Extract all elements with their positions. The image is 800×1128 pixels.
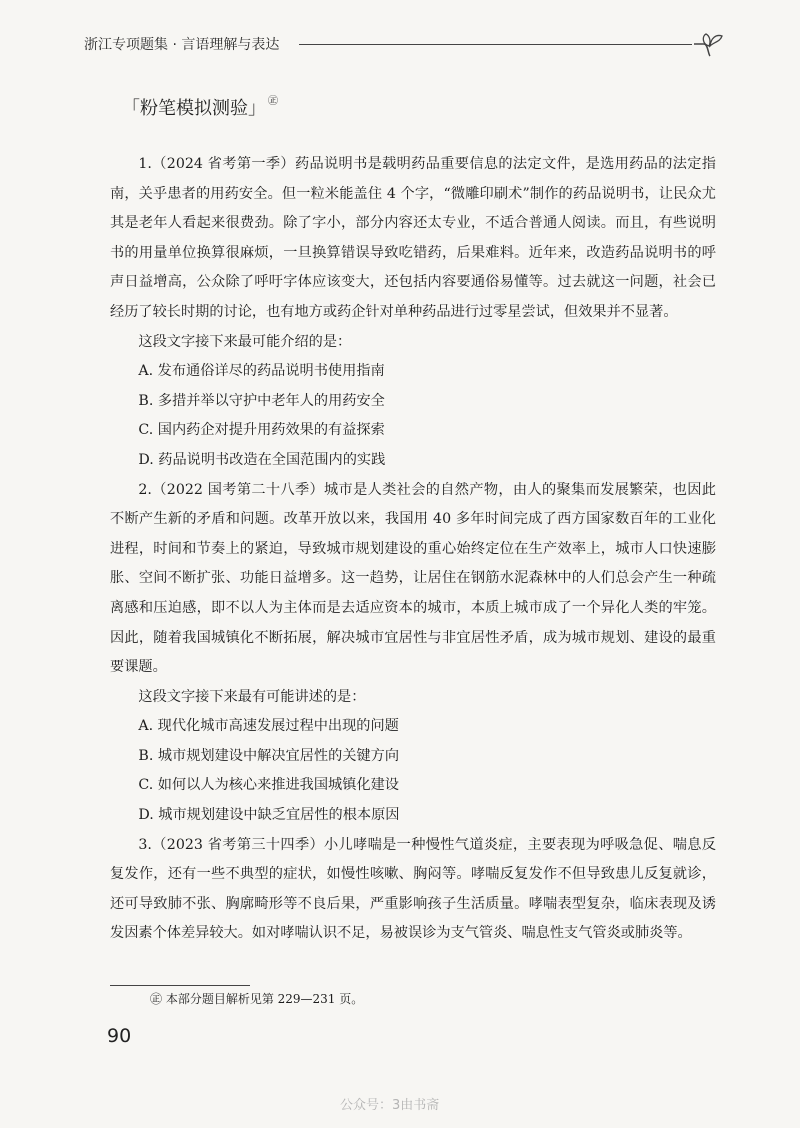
- footnote: ㊣ 本部分题目解析见第 229—231 页。: [150, 992, 364, 1006]
- question-1-stem: 1.（2024 省考第一季）药品说明书是载明药品重要信息的法定文件，是选用药品的法定指南，关乎患者的用药安全。但一粒米能盖住 4 个字，“微雕印刷术”制作的药品说明书，让民众尤其是老年人看起来很费劲。除了字小，部分内容还太专业，不适合普通人阅读。而且，有些说明书的用量单位换算很麻烦，一旦换算错误导致吃错药，后果难料。近年来，改造药品说明书的呼声日益增高，公众除了呼吁字体应该变大，还包括内容要通俗易懂等。过去就这一问题，社会已经历了较长时期的讨论，也有地方或药企针对单种药品进行过零星尝试，但效果并不显著。: [110, 156, 716, 320]
- section-title: [122, 92, 278, 120]
- question-2-prompt: 这段文字接下来最有可能讲述的是：: [138, 688, 366, 705]
- watermark: 公众号：3由书斋: [340, 1098, 440, 1113]
- question-2-option-a: A. 现代化城市高速发展过程中出现的问题: [138, 718, 399, 735]
- question-1-option-b: B. 多措并举以守护中老年人的用药安全: [138, 392, 385, 409]
- page-number: 90: [107, 1025, 132, 1047]
- running-header: [84, 28, 724, 58]
- question-1-prompt: 这段文字接下来最可能介绍的是：: [138, 333, 352, 350]
- footnote-mark-icon: ㊣: [268, 96, 278, 107]
- question-2-stem: 2.（2022 国考第二十八季）城市是人类社会的自然产物，由人的聚集而发展繁荣，也因此不断产生新的矛盾和问题。改革开放以来，我国用 40 多年时间完成了西方国家数百年的工业化进程，时间和节奏上的紧迫，导致城市规划建设的重心始终定位在生产效率上，城市人口快速膨胀、空间不断扩张、功能日益增多。这一趋势，让居住在钢筋水泥森林中的人们总会产生一种疏离感和压迫感，即不以人为主体而是去适应资本的城市，本质上城市成了一个异化人类的牢笼。因此，随着我国城镇化不断拓展，解决城市宜居性与非宜居性矛盾，成为城市规划、建设的最重要课题。: [110, 481, 716, 676]
- question-2-option-b: B. 城市规划建设中解决宜居性的关键方向: [138, 747, 400, 764]
- header-rule: [299, 44, 692, 45]
- question-3-stem: 3.（2023 省考第三十四季）小儿哮喘是一种慢性气道炎症，主要表现为呼吸急促、喘息反复发作，还有一些不典型的症状，如慢性咳嗽、胸闷等。哮喘反复发作不但导致患儿反复就诊，还可导致肺不张、胸廓畸形等不良后果，严重影响孩子生活质量。哮喘表型复杂，临床表现及诱发因素个体差异较大。如对哮喘认识不足，易被误诊为支气管炎、喘息性支气管炎或肺炎等。: [110, 836, 716, 942]
- sprout-icon: [690, 28, 724, 58]
- question-1-option-d: D. 药品说明书改造在全国范围内的实践: [138, 451, 386, 468]
- question-2-option-c: C. 如何以人为核心来推进我国城镇化建设: [138, 777, 399, 794]
- question-content: [110, 150, 716, 949]
- question-2-option-d: D. 城市规划建设中缺乏宜居性的根本原因: [138, 807, 400, 824]
- section-title-text: 「粉笔模拟测验」: [122, 98, 266, 119]
- header-title: 浙江专项题集 · 言语理解与表达: [84, 37, 280, 53]
- question-1-option-c: C. 国内药企对提升用药效果的有益探索: [138, 422, 385, 439]
- question-1-option-a: A. 发布通俗详尽的药品说明书使用指南: [138, 363, 385, 380]
- footnote-rule: [110, 985, 250, 986]
